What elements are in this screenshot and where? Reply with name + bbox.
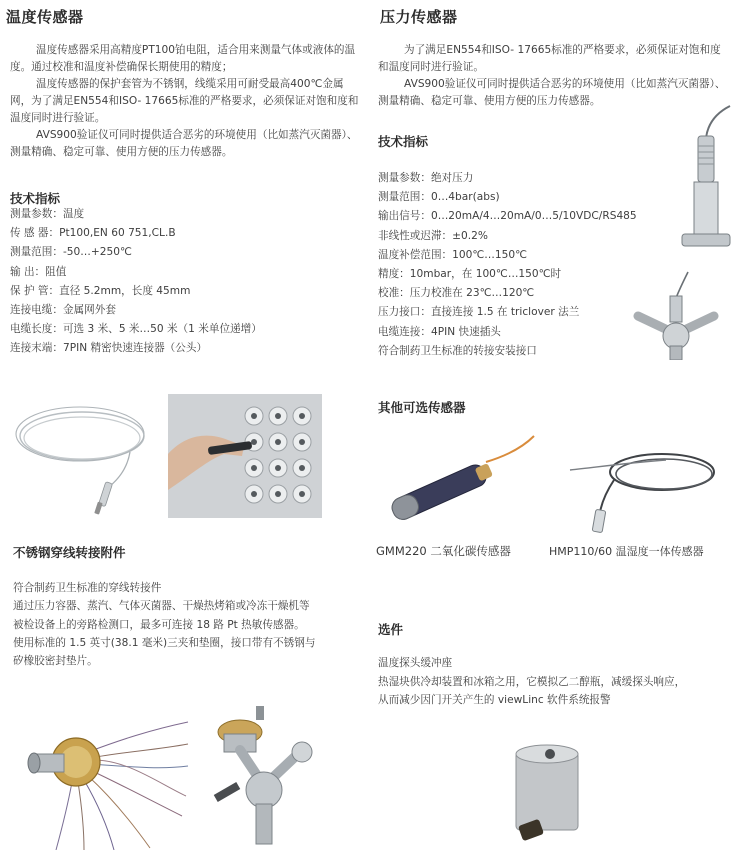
hmp110-caption: HMP110/60 温湿度一体传感器 — [549, 545, 704, 558]
pressure-tee-fitting-image — [618, 268, 728, 360]
pressure-spec-list — [378, 169, 637, 361]
options-description — [378, 654, 685, 710]
pressure-sensor-description — [378, 42, 728, 110]
temp-spec-item: 连接末端：7PIN 精密快速连接器（公头） — [10, 342, 208, 355]
pressure-paragraph-2: AVS900验证仪可同时提供适合恶劣的环境使用（比如蒸汽灭菌器）、测量精确、稳定可靠、使用方便的压力传感器。 — [378, 78, 726, 107]
temp-paragraph-3: AVS900验证仪可同时提供适合恶劣的环境使用（比如蒸汽灭菌器）、测量精确、稳定可靠、使用方便的压力传感器。 — [10, 129, 358, 158]
temp-spec-item: 连接电缆：金属网外套 — [10, 304, 116, 317]
pressure-spec-item: 非线性或迟滞：±0.2% — [378, 229, 488, 242]
temperature-sensor-title: 温度传感器 — [6, 8, 84, 26]
gmm220-sensor-image — [376, 430, 536, 530]
options-line: 从而减少因门开关产生的 viewLinc 软件系统报警 — [378, 694, 611, 706]
feedthrough-title: 不锈钢穿线转接附件 — [13, 545, 126, 560]
temp-paragraph-1: 温度传感器采用高精度PT100铂电阻，适合用来测量气体或液体的温度。通过校准和温度补偿确保长期使用的精度； — [10, 44, 356, 73]
options-line: 热湿块供冷却装置和冰箱之用，它模拟乙二醇瓶，减缓探头响应， — [378, 675, 686, 688]
pressure-spec-item: 输出信号：0…20mA/4…20mA/0…5/10VDC/RS485 — [378, 210, 637, 223]
pressure-spec-title: 技术指标 — [378, 134, 429, 149]
temp-spec-item: 电缆长度：可选 3 米、5 米…50 米（1 米单位递增） — [10, 323, 262, 336]
options-line: 温度探头缓冲座 — [378, 657, 453, 669]
buffer-block-image — [510, 742, 584, 846]
feedthrough-description — [13, 579, 315, 670]
pressure-paragraph-1: 为了满足EN554和ISO- 17665标准的严格要求，必须保证对饱和度和温度同时进行验证。 — [378, 44, 721, 73]
feedthrough-line: 通过压力容器、蒸汽、气体灭菌器、干燥热烤箱或冷冻干燥机等 — [13, 600, 310, 613]
temp-spec-item: 保 护 管：直径 5.2mm，长度 45mm — [10, 284, 191, 297]
temp-paragraph-2: 温度传感器的保护套管为不锈钢，线缆采用可耐受最高400℃金属网，为了满足EN554和ISO- 17665标准的严格要求，必须保证对饱和度和温度同时进行验证。 — [10, 78, 359, 124]
pressure-spec-item: 符合制药卫生标准的转接安装接口 — [378, 344, 537, 357]
pressure-sensor-title: 压力传感器 — [380, 8, 458, 26]
hmp110-sensor-image — [566, 440, 726, 536]
feedthrough-line: 被检设备上的旁路检测口，最多可连接 18 路 Pt 热敏传感器。 — [13, 618, 305, 631]
temp-spec-title: 技术指标 — [10, 191, 61, 206]
feedthrough-line: 使用标准的 1.5 英寸(38.1 毫米)三夹和垫圈，接口带有不锈钢与 — [13, 636, 316, 649]
temp-spec-item: 测量范围：-50…+250℃ — [10, 246, 132, 259]
pressure-spec-item: 电缆连接：4PIN 快速插头 — [378, 325, 501, 338]
pressure-sensor-image — [678, 102, 734, 262]
feedthrough-line: 矽橡胶密封垫片。 — [13, 655, 98, 668]
pressure-spec-item: 精度：10mbar，在 100℃…150℃时 — [378, 268, 562, 281]
temp-spec-item: 输 出：阻值 — [10, 265, 67, 278]
options-title: 选件 — [378, 622, 404, 637]
temperature-sensor-description — [10, 42, 362, 161]
pressure-spec-item: 压力接口：直接连接 1.5 在 triclover 法兰 — [378, 306, 580, 319]
pressure-spec-item: 校准：压力校准在 23℃…120℃ — [378, 287, 535, 300]
temperature-probe-image — [10, 394, 160, 516]
connector-panel-image — [168, 394, 322, 518]
pressure-spec-item: 测量范围：0…4bar(abs) — [378, 191, 500, 204]
feedthrough-wires-image — [10, 700, 190, 850]
gmm220-caption: GMM220 二氧化碳传感器 — [376, 544, 511, 558]
pressure-spec-item: 测量参数：绝对压力 — [378, 172, 474, 184]
temp-spec-item: 传 感 器：Pt100,EN 60 751,CL.B — [10, 227, 176, 240]
temp-spec-item: 测量参数：温度 — [10, 208, 85, 220]
pressure-spec-item: 温度补偿范围：100℃…150℃ — [378, 248, 527, 261]
other-sensors-title: 其他可选传感器 — [378, 400, 466, 415]
temp-spec-list — [10, 205, 262, 359]
feedthrough-line: 符合制药卫生标准的穿线转接件 — [13, 582, 162, 594]
triclamp-fitting-image — [200, 700, 330, 850]
